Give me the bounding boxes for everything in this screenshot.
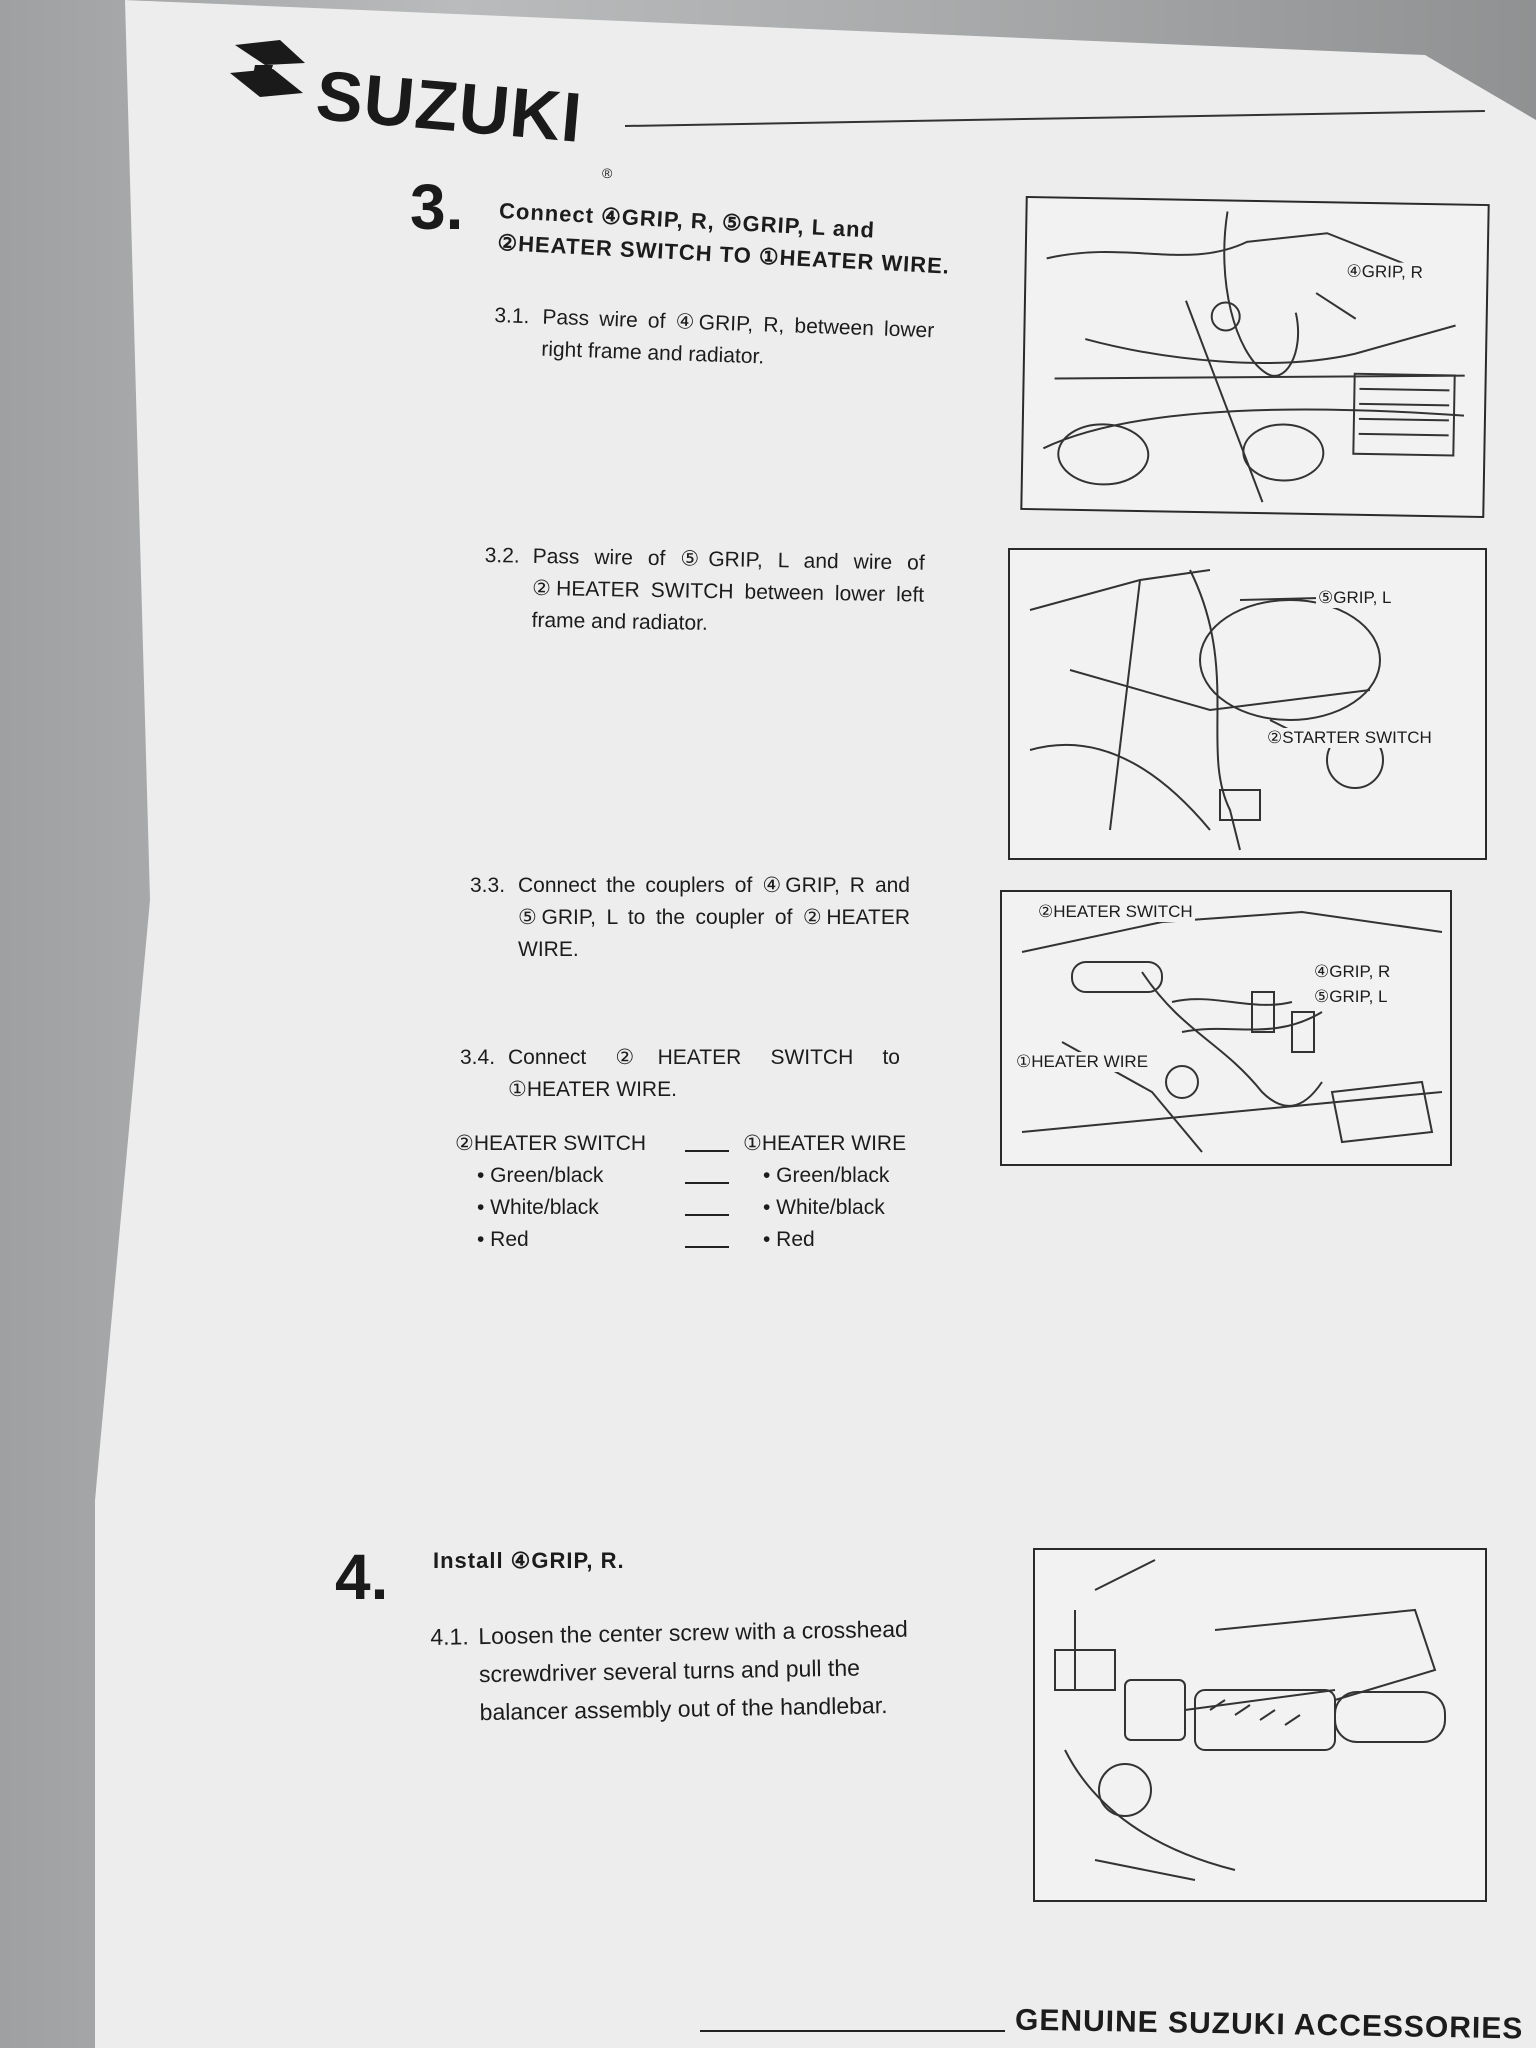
step-4-number: 4.	[335, 1541, 389, 1613]
wiring-connector-line	[685, 1246, 729, 1248]
callout-grip-l: ⑤GRIP, L	[1314, 987, 1388, 1006]
substep-text: Pass wire of ④GRIP, R, between lower right frame and radiator.	[540, 305, 935, 369]
wiring-left-column	[455, 1128, 695, 1256]
registered-mark: ®	[602, 165, 613, 181]
handlebar-grip-illustration	[1035, 1550, 1485, 1900]
step-3-heading-line2: ②HEATER SWITCH TO ①HEATER WIRE.	[496, 229, 951, 279]
wiring-right-item: • White/black	[763, 1196, 885, 1219]
brand-wordmark: SUZUKI	[313, 55, 586, 157]
wiring-right-item: • Red	[763, 1228, 815, 1251]
wiring-right-column	[743, 1128, 983, 1256]
callout-grip-r: ④GRIP, R	[1314, 962, 1391, 981]
figure-grip-r-routing	[1020, 196, 1489, 518]
step-3-number: 3.	[410, 171, 464, 243]
substep-text: Pass wire of ⑤GRIP, L and wire of ②HEATER SWITCH between lower left frame and radiator.	[531, 544, 925, 635]
substep-text: Connect the couplers of ④GRIP, R and ⑤GRIP, L to the coupler of ②HEATER WIRE.	[518, 874, 910, 961]
substep-number: 3.1.	[494, 303, 530, 329]
wiring-illustration	[1002, 892, 1450, 1164]
substep-3-2	[483, 540, 925, 644]
wiring-connector-line	[685, 1182, 729, 1184]
callout-grip-r: ④GRIP, R	[1344, 262, 1425, 283]
wiring-left-header: ②HEATER SWITCH	[455, 1132, 647, 1155]
substep-4-1	[430, 1609, 947, 1732]
figure-coupler-connection	[1000, 890, 1452, 1166]
callout-starter-switch: ②STARTER SWITCH	[1267, 728, 1432, 747]
substep-3-3	[470, 870, 910, 966]
substep-number: 3.3.	[470, 874, 506, 897]
callout-heater-wire: ①HEATER WIRE	[1016, 1052, 1149, 1071]
substep-number: 3.4.	[460, 1046, 496, 1069]
substep-text: Loosen the center screw with a crosshead screwdriver several turns and pull the balancer assembly out of the handlebar.	[478, 1615, 909, 1726]
step-3-heading-line1: Connect ④GRIP, R, ⑤GRIP, L and	[498, 197, 876, 243]
callout-grip-l: ⑤GRIP, L	[1318, 588, 1392, 607]
wiring-connector-line	[685, 1214, 729, 1216]
substep-text: Connect ②HEATER SWITCH to ①HEATER WIRE.	[508, 1046, 900, 1101]
wiring-connector-line	[685, 1150, 729, 1152]
footer-text: GENUINE SUZUKI ACCESSORIES	[1014, 2003, 1524, 2046]
wiring-left-item: • Green/black	[477, 1164, 604, 1187]
substep-3-4	[460, 1042, 900, 1106]
figure-grip-installation	[1033, 1548, 1487, 1902]
callout-heater-switch: ②HEATER SWITCH	[1038, 902, 1193, 921]
motorcycle-frame-illustration	[1010, 550, 1485, 858]
footer-rule	[700, 2030, 1005, 2032]
suzuki-s-mark-icon	[225, 35, 315, 115]
substep-number: 4.1.	[430, 1623, 469, 1650]
wiring-left-item: • Red	[477, 1228, 529, 1251]
wiring-left-item: • White/black	[477, 1196, 599, 1219]
wiring-right-header: ①HEATER WIRE	[743, 1132, 907, 1155]
substep-number: 3.2.	[484, 543, 520, 568]
motorcycle-frame-illustration	[1022, 198, 1487, 516]
wiring-right-item: • Green/black	[763, 1164, 890, 1187]
step-4-heading: Install ④GRIP, R.	[433, 1548, 625, 1573]
figure-grip-l-routing	[1008, 548, 1487, 860]
